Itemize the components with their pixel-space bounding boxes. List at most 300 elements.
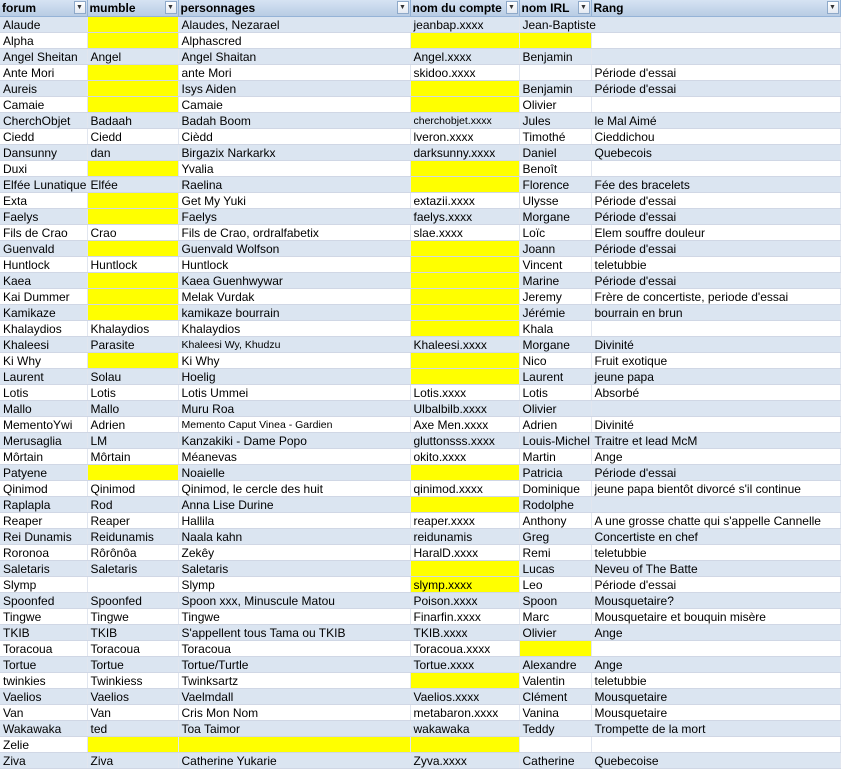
cell-personnages[interactable]: Slymp xyxy=(178,577,410,593)
filter-dropdown-icon[interactable]: ▼ xyxy=(165,1,177,14)
cell-nom-du-compte[interactable] xyxy=(410,161,519,177)
cell-rang[interactable]: Période d'essai xyxy=(591,577,840,593)
cell-nom-irl[interactable]: Dominique xyxy=(519,481,591,497)
cell-nom-irl[interactable]: Lucas xyxy=(519,561,591,577)
cell-nom-irl[interactable]: Morgane xyxy=(519,209,591,225)
cell-rang[interactable]: Fée des bracelets xyxy=(591,177,840,193)
cell-forum[interactable]: Angel Sheitan xyxy=(0,49,87,65)
cell-nom-du-compte[interactable] xyxy=(410,241,519,257)
cell-forum[interactable]: Kai Dummer xyxy=(0,289,87,305)
cell-personnages[interactable]: Memento Caput Vinea - Gardien xyxy=(178,417,410,433)
cell-rang[interactable]: Période d'essai xyxy=(591,273,840,289)
cell-forum[interactable]: Khalaydios xyxy=(0,321,87,337)
cell-nom-du-compte[interactable]: Vaelios.xxxx xyxy=(410,689,519,705)
cell-rang[interactable]: Absorbé xyxy=(591,385,840,401)
cell-nom-du-compte[interactable]: HaralD.xxxx xyxy=(410,545,519,561)
cell-forum[interactable]: Patyene xyxy=(0,465,87,481)
cell-forum[interactable]: Elfée Lunatique xyxy=(0,177,87,193)
cell-personnages[interactable]: Ki Why xyxy=(178,353,410,369)
cell-rang[interactable]: Divinité xyxy=(591,417,840,433)
cell-nom-irl[interactable]: Benoît xyxy=(519,161,591,177)
cell-mumble[interactable]: Parasite xyxy=(87,337,178,353)
cell-nom-irl[interactable]: Ulysse xyxy=(519,193,591,209)
cell-nom-du-compte[interactable]: Khaleesi.xxxx xyxy=(410,337,519,353)
cell-mumble[interactable] xyxy=(87,241,178,257)
cell-personnages[interactable]: Lotis Ummei xyxy=(178,385,410,401)
cell-forum[interactable]: Faelys xyxy=(0,209,87,225)
cell-rang[interactable]: teletubbie xyxy=(591,673,840,689)
cell-nom-du-compte[interactable]: darksunny.xxxx xyxy=(410,145,519,161)
cell-personnages[interactable]: Catherine Yukarie xyxy=(178,753,410,769)
cell-rang[interactable]: Mousquetaire xyxy=(591,705,840,721)
cell-nom-du-compte[interactable] xyxy=(410,177,519,193)
column-header-forum[interactable] xyxy=(0,0,87,17)
cell-personnages[interactable]: Toa Taimor xyxy=(178,721,410,737)
cell-mumble[interactable]: Reaper xyxy=(87,513,178,529)
cell-rang[interactable]: Traitre et lead McM xyxy=(591,433,840,449)
cell-forum[interactable]: Reaper xyxy=(0,513,87,529)
cell-mumble[interactable]: Lotis xyxy=(87,385,178,401)
cell-rang[interactable] xyxy=(591,49,840,65)
cell-personnages[interactable]: Muru Roa xyxy=(178,401,410,417)
cell-forum[interactable]: Tortue xyxy=(0,657,87,673)
cell-nom-irl[interactable]: Nico xyxy=(519,353,591,369)
cell-personnages[interactable]: Hoelig xyxy=(178,369,410,385)
cell-forum[interactable]: MementoYwi xyxy=(0,417,87,433)
cell-personnages[interactable]: Badah Boom xyxy=(178,113,410,129)
cell-nom-du-compte[interactable]: Poison.xxxx xyxy=(410,593,519,609)
cell-nom-du-compte[interactable]: extazii.xxxx xyxy=(410,193,519,209)
cell-mumble[interactable] xyxy=(87,353,178,369)
cell-nom-du-compte[interactable]: slae.xxxx xyxy=(410,225,519,241)
cell-personnages[interactable]: Khalaydios xyxy=(178,321,410,337)
cell-nom-irl[interactable]: Daniel xyxy=(519,145,591,161)
cell-nom-irl[interactable]: Khala xyxy=(519,321,591,337)
cell-personnages[interactable]: Qinimod, le cercle des huit xyxy=(178,481,410,497)
cell-mumble[interactable]: Tingwe xyxy=(87,609,178,625)
cell-nom-du-compte[interactable] xyxy=(410,353,519,369)
cell-mumble[interactable] xyxy=(87,65,178,81)
cell-nom-du-compte[interactable] xyxy=(410,369,519,385)
cell-nom-du-compte[interactable]: reidunamis xyxy=(410,529,519,545)
cell-rang[interactable] xyxy=(591,33,840,49)
table-row xyxy=(0,193,840,209)
cell-nom-du-compte[interactable] xyxy=(410,497,519,513)
cell-personnages[interactable]: Alphascred xyxy=(178,33,410,49)
cell-mumble[interactable]: dan xyxy=(87,145,178,161)
cell-nom-du-compte[interactable] xyxy=(410,273,519,289)
cell-forum[interactable]: Toracoua xyxy=(0,641,87,657)
cell-nom-irl[interactable]: Benjamin xyxy=(519,81,591,97)
cell-mumble[interactable]: Van xyxy=(87,705,178,721)
cell-nom-irl[interactable]: Rodolphe xyxy=(519,497,591,513)
cell-personnages[interactable]: Hallila xyxy=(178,513,410,529)
cell-nom-irl[interactable]: Laurent xyxy=(519,369,591,385)
cell-nom-irl[interactable]: Timothé xyxy=(519,129,591,145)
cell-forum[interactable]: Ziva xyxy=(0,753,87,769)
cell-nom-du-compte[interactable]: Lotis.xxxx xyxy=(410,385,519,401)
cell-personnages[interactable]: Angel Shaitan xyxy=(178,49,410,65)
cell-nom-irl[interactable]: Olivier xyxy=(519,97,591,113)
column-header-mumble[interactable] xyxy=(87,0,178,17)
cell-personnages[interactable]: Khaleesi Wy, Khudzu xyxy=(178,337,410,353)
cell-personnages[interactable] xyxy=(178,737,410,753)
cell-personnages[interactable]: Melak Vurdak xyxy=(178,289,410,305)
cell-nom-du-compte[interactable] xyxy=(410,561,519,577)
cell-nom-du-compte[interactable] xyxy=(410,465,519,481)
cell-rang[interactable]: Frère de concertiste, periode d'essai xyxy=(591,289,840,305)
cell-mumble[interactable]: Twinkiess xyxy=(87,673,178,689)
cell-mumble[interactable]: Toracoua xyxy=(87,641,178,657)
cell-forum[interactable]: Saletaris xyxy=(0,561,87,577)
cell-mumble[interactable]: Elfée xyxy=(87,177,178,193)
cell-mumble[interactable]: Solau xyxy=(87,369,178,385)
cell-nom-irl[interactable]: Patricia xyxy=(519,465,591,481)
cell-nom-du-compte[interactable] xyxy=(410,321,519,337)
filter-dropdown-icon[interactable]: ▼ xyxy=(397,1,409,14)
cell-nom-du-compte[interactable] xyxy=(410,737,519,753)
cell-rang[interactable]: Divinité xyxy=(591,337,840,353)
cell-nom-du-compte[interactable]: faelys.xxxx xyxy=(410,209,519,225)
cell-nom-irl[interactable]: Catherine xyxy=(519,753,591,769)
cell-rang[interactable]: Trompette de la mort xyxy=(591,721,840,737)
cell-forum[interactable]: Aureis xyxy=(0,81,87,97)
cell-forum[interactable]: Khaleesi xyxy=(0,337,87,353)
cell-rang[interactable]: Fruit exotique xyxy=(591,353,840,369)
cell-rang[interactable]: bourrain en brun xyxy=(591,305,840,321)
cell-forum[interactable]: Lotis xyxy=(0,385,87,401)
cell-nom-du-compte[interactable]: okito.xxxx xyxy=(410,449,519,465)
cell-rang[interactable]: A une grosse chatte qui s'appelle Cannelle xyxy=(591,513,840,529)
cell-nom-du-compte[interactable] xyxy=(410,257,519,273)
cell-nom-irl[interactable]: Marine xyxy=(519,273,591,289)
cell-nom-irl[interactable]: Remi xyxy=(519,545,591,561)
cell-nom-du-compte[interactable]: slymp.xxxx xyxy=(410,577,519,593)
cell-forum[interactable]: Dansunny xyxy=(0,145,87,161)
cell-mumble[interactable] xyxy=(87,209,178,225)
cell-rang[interactable] xyxy=(591,321,840,337)
cell-mumble[interactable]: Tortue xyxy=(87,657,178,673)
cell-mumble[interactable]: Badaah xyxy=(87,113,178,129)
cell-forum[interactable]: Môrtain xyxy=(0,449,87,465)
cell-forum[interactable]: Alaude xyxy=(0,17,87,33)
cell-nom-du-compte[interactable]: lveron.xxxx xyxy=(410,129,519,145)
cell-nom-irl[interactable]: Loïc xyxy=(519,225,591,241)
cell-nom-du-compte[interactable] xyxy=(410,97,519,113)
cell-rang[interactable]: Quebecoise xyxy=(591,753,840,769)
cell-nom-irl[interactable]: Olivier xyxy=(519,401,591,417)
cell-mumble[interactable]: Khalaydios xyxy=(87,321,178,337)
cell-forum[interactable]: TKIB xyxy=(0,625,87,641)
cell-nom-irl[interactable]: Spoon xyxy=(519,593,591,609)
cell-personnages[interactable]: Camaie xyxy=(178,97,410,113)
cell-rang[interactable]: le Mal Aimé xyxy=(591,113,840,129)
cell-personnages[interactable]: Yvalia xyxy=(178,161,410,177)
filter-dropdown-icon[interactable]: ▼ xyxy=(74,1,86,14)
cell-forum[interactable]: Fils de Crao xyxy=(0,225,87,241)
cell-forum[interactable]: Slymp xyxy=(0,577,87,593)
cell-forum[interactable]: Raplapla xyxy=(0,497,87,513)
column-header-personnages[interactable] xyxy=(178,0,410,17)
cell-mumble[interactable]: Angel xyxy=(87,49,178,65)
cell-mumble[interactable]: Ciedd xyxy=(87,129,178,145)
filter-dropdown-icon[interactable]: ▼ xyxy=(827,1,839,14)
cell-rang[interactable]: Mousquetaire? xyxy=(591,593,840,609)
cell-rang[interactable]: Période d'essai xyxy=(591,209,840,225)
cell-personnages[interactable]: Tingwe xyxy=(178,609,410,625)
cell-mumble[interactable]: Reidunamis xyxy=(87,529,178,545)
cell-forum[interactable]: Guenvald xyxy=(0,241,87,257)
cell-mumble[interactable]: Huntlock xyxy=(87,257,178,273)
cell-nom-irl[interactable] xyxy=(519,65,591,81)
cell-personnages[interactable]: Raelina xyxy=(178,177,410,193)
cell-mumble[interactable]: Saletaris xyxy=(87,561,178,577)
cell-nom-irl[interactable]: Jean-Baptiste xyxy=(519,17,591,33)
column-header-nom-irl[interactable] xyxy=(519,0,591,17)
cell-forum[interactable]: Huntlock xyxy=(0,257,87,273)
cell-nom-du-compte[interactable]: reaper.xxxx xyxy=(410,513,519,529)
cell-personnages[interactable]: Spoon xxx, Minuscule Matou xyxy=(178,593,410,609)
cell-nom-du-compte[interactable]: Ulbalbilb.xxxx xyxy=(410,401,519,417)
cell-rang[interactable]: jeune papa bientôt divorcé s'il continue xyxy=(591,481,840,497)
cell-nom-du-compte[interactable] xyxy=(410,673,519,689)
cell-nom-du-compte[interactable]: cherchobjet.xxxx xyxy=(410,113,519,129)
cell-nom-du-compte[interactable]: Zyva.xxxx xyxy=(410,753,519,769)
cell-nom-irl[interactable]: Martin xyxy=(519,449,591,465)
cell-nom-irl[interactable]: Valentin xyxy=(519,673,591,689)
cell-forum[interactable]: Rei Dunamis xyxy=(0,529,87,545)
cell-personnages[interactable]: Saletaris xyxy=(178,561,410,577)
cell-forum[interactable]: Ki Why xyxy=(0,353,87,369)
cell-nom-du-compte[interactable]: wakawaka xyxy=(410,721,519,737)
cell-mumble[interactable]: Crao xyxy=(87,225,178,241)
column-header-rang[interactable] xyxy=(591,0,840,17)
cell-rang[interactable]: Ange xyxy=(591,449,840,465)
cell-mumble[interactable] xyxy=(87,273,178,289)
cell-nom-irl[interactable]: Lotis xyxy=(519,385,591,401)
cell-nom-du-compte[interactable]: gluttonsss.xxxx xyxy=(410,433,519,449)
table-row xyxy=(0,273,840,289)
cell-rang[interactable]: Mousquetaire xyxy=(591,689,840,705)
cell-mumble[interactable]: LM xyxy=(87,433,178,449)
cell-nom-irl[interactable]: Jules xyxy=(519,113,591,129)
cell-forum[interactable]: Merusaglia xyxy=(0,433,87,449)
cell-rang[interactable]: Mousquetaire et bouquin misère xyxy=(591,609,840,625)
cell-rang[interactable] xyxy=(591,641,840,657)
cell-mumble[interactable] xyxy=(87,17,178,33)
cell-rang[interactable]: teletubbie xyxy=(591,545,840,561)
cell-nom-irl[interactable]: Greg xyxy=(519,529,591,545)
cell-personnages[interactable]: Noaielle xyxy=(178,465,410,481)
cell-forum[interactable]: Spoonfed xyxy=(0,593,87,609)
cell-nom-du-compte[interactable]: Toracoua.xxxx xyxy=(410,641,519,657)
cell-nom-du-compte[interactable]: Finarfin.xxxx xyxy=(410,609,519,625)
cell-personnages[interactable]: Twinksartz xyxy=(178,673,410,689)
cell-forum[interactable]: Roronoa xyxy=(0,545,87,561)
cell-forum[interactable]: Ciedd xyxy=(0,129,87,145)
cell-rang[interactable]: Période d'essai xyxy=(591,241,840,257)
cell-nom-du-compte[interactable]: skidoo.xxxx xyxy=(410,65,519,81)
table-row xyxy=(0,737,840,753)
cell-personnages[interactable]: Cièdd xyxy=(178,129,410,145)
cell-personnages[interactable]: Cris Mon Nom xyxy=(178,705,410,721)
cell-rang[interactable]: Période d'essai xyxy=(591,193,840,209)
cell-nom-du-compte[interactable]: metabaron.xxxx xyxy=(410,705,519,721)
cell-mumble[interactable] xyxy=(87,305,178,321)
cell-rang[interactable] xyxy=(591,737,840,753)
filter-dropdown-icon[interactable]: ▼ xyxy=(578,1,590,14)
cell-rang[interactable] xyxy=(591,17,840,33)
cell-personnages[interactable]: Guenvald Wolfson xyxy=(178,241,410,257)
cell-personnages[interactable]: Fils de Crao, ordralfabetix xyxy=(178,225,410,241)
cell-rang[interactable] xyxy=(591,401,840,417)
cell-personnages[interactable]: Zekêy xyxy=(178,545,410,561)
cell-forum[interactable]: Duxi xyxy=(0,161,87,177)
cell-nom-du-compte[interactable]: jeanbap.xxxx xyxy=(410,17,519,33)
cell-nom-du-compte[interactable] xyxy=(410,33,519,49)
cell-mumble[interactable]: Spoonfed xyxy=(87,593,178,609)
cell-nom-du-compte[interactable]: TKIB.xxxx xyxy=(410,625,519,641)
cell-nom-irl[interactable]: Joann xyxy=(519,241,591,257)
cell-mumble[interactable]: Mallo xyxy=(87,401,178,417)
cell-forum[interactable]: Qinimod xyxy=(0,481,87,497)
cell-personnages[interactable]: Isys Aiden xyxy=(178,81,410,97)
cell-nom-irl[interactable]: Clément xyxy=(519,689,591,705)
cell-mumble[interactable] xyxy=(87,193,178,209)
cell-nom-irl[interactable]: Alexandre xyxy=(519,657,591,673)
column-header-nom-du-compte[interactable] xyxy=(410,0,519,17)
cell-forum[interactable]: Camaie xyxy=(0,97,87,113)
cell-nom-du-compte[interactable]: Tortue.xxxx xyxy=(410,657,519,673)
cell-personnages[interactable]: Tortue/Turtle xyxy=(178,657,410,673)
cell-forum[interactable]: Kaea xyxy=(0,273,87,289)
cell-rang[interactable]: Concertiste en chef xyxy=(591,529,840,545)
cell-nom-irl[interactable] xyxy=(519,737,591,753)
cell-nom-irl[interactable]: Marc xyxy=(519,609,591,625)
cell-personnages[interactable]: Alaudes, Nezarael xyxy=(178,17,410,33)
cell-mumble[interactable]: Qinimod xyxy=(87,481,178,497)
cell-personnages[interactable]: Vaelmdall xyxy=(178,689,410,705)
cell-personnages[interactable]: Birgazix Narkarkx xyxy=(178,145,410,161)
cell-forum[interactable]: twinkies xyxy=(0,673,87,689)
cell-nom-du-compte[interactable] xyxy=(410,289,519,305)
cell-mumble[interactable]: Rôrônôa xyxy=(87,545,178,561)
cell-forum[interactable]: Mallo xyxy=(0,401,87,417)
cell-rang[interactable]: Cieddichou xyxy=(591,129,840,145)
cell-nom-irl[interactable]: Leo xyxy=(519,577,591,593)
cell-nom-irl[interactable]: Florence xyxy=(519,177,591,193)
table-row xyxy=(0,161,840,177)
filter-dropdown-icon[interactable]: ▼ xyxy=(506,1,518,14)
cell-nom-irl[interactable]: Jérémie xyxy=(519,305,591,321)
cell-mumble[interactable]: Ziva xyxy=(87,753,178,769)
cell-rang[interactable]: Ange xyxy=(591,625,840,641)
cell-mumble[interactable] xyxy=(87,465,178,481)
cell-nom-irl[interactable] xyxy=(519,33,591,49)
cell-rang[interactable]: Période d'essai xyxy=(591,465,840,481)
cell-personnages[interactable]: Faelys xyxy=(178,209,410,225)
cell-nom-irl[interactable]: Anthony xyxy=(519,513,591,529)
cell-personnages[interactable]: Anna Lise Durine xyxy=(178,497,410,513)
cell-mumble[interactable] xyxy=(87,97,178,113)
cell-mumble[interactable] xyxy=(87,737,178,753)
cell-nom-du-compte[interactable] xyxy=(410,81,519,97)
cell-nom-irl[interactable]: Louis-Michel xyxy=(519,433,591,449)
cell-personnages[interactable]: Get My Yuki xyxy=(178,193,410,209)
cell-personnages[interactable]: Toracoua xyxy=(178,641,410,657)
cell-nom-irl[interactable]: Teddy xyxy=(519,721,591,737)
table-row xyxy=(0,337,840,353)
cell-rang[interactable]: Ange xyxy=(591,657,840,673)
cell-rang[interactable] xyxy=(591,161,840,177)
cell-personnages[interactable]: ante Mori xyxy=(178,65,410,81)
cell-personnages[interactable]: Méanevas xyxy=(178,449,410,465)
cell-nom-irl[interactable]: Adrien xyxy=(519,417,591,433)
cell-nom-irl[interactable]: Jeremy xyxy=(519,289,591,305)
cell-nom-du-compte[interactable] xyxy=(410,305,519,321)
cell-mumble[interactable]: Rod xyxy=(87,497,178,513)
cell-rang[interactable]: Neveu of The Batte xyxy=(591,561,840,577)
cell-rang[interactable] xyxy=(591,97,840,113)
cell-forum[interactable]: Ante Mori xyxy=(0,65,87,81)
cell-nom-irl[interactable]: Benjamin xyxy=(519,49,591,65)
cell-nom-du-compte[interactable]: qinimod.xxxx xyxy=(410,481,519,497)
cell-personnages[interactable]: Naala kahn xyxy=(178,529,410,545)
table-row xyxy=(0,65,840,81)
cell-forum[interactable]: Vaelios xyxy=(0,689,87,705)
cell-rang[interactable]: Elem souffre douleur xyxy=(591,225,840,241)
cell-forum[interactable]: CherchObjet xyxy=(0,113,87,129)
cell-rang[interactable]: Période d'essai xyxy=(591,81,840,97)
cell-rang[interactable] xyxy=(591,497,840,513)
cell-nom-irl[interactable]: Morgane xyxy=(519,337,591,353)
cell-rang[interactable]: Période d'essai xyxy=(591,65,840,81)
cell-personnages[interactable]: Kaea Guenhwywar xyxy=(178,273,410,289)
cell-forum[interactable]: Laurent xyxy=(0,369,87,385)
cell-mumble[interactable]: Môrtain xyxy=(87,449,178,465)
cell-forum[interactable]: Wakawaka xyxy=(0,721,87,737)
cell-rang[interactable]: teletubbie xyxy=(591,257,840,273)
cell-mumble[interactable] xyxy=(87,289,178,305)
cell-nom-irl[interactable]: Vincent xyxy=(519,257,591,273)
cell-forum[interactable]: Exta xyxy=(0,193,87,209)
cell-mumble[interactable] xyxy=(87,161,178,177)
cell-rang[interactable]: jeune papa xyxy=(591,369,840,385)
cell-nom-irl[interactable]: Vanina xyxy=(519,705,591,721)
cell-forum[interactable]: Tingwe xyxy=(0,609,87,625)
cell-forum[interactable]: Van xyxy=(0,705,87,721)
cell-personnages[interactable]: S'appellent tous Tama ou TKIB xyxy=(178,625,410,641)
cell-mumble[interactable]: Vaelios xyxy=(87,689,178,705)
cell-forum[interactable]: Zelie xyxy=(0,737,87,753)
cell-forum[interactable]: Kamikaze xyxy=(0,305,87,321)
cell-rang[interactable]: Quebecois xyxy=(591,145,840,161)
cell-nom-irl[interactable] xyxy=(519,641,591,657)
cell-nom-du-compte[interactable]: Angel.xxxx xyxy=(410,49,519,65)
cell-mumble[interactable]: TKIB xyxy=(87,625,178,641)
cell-personnages[interactable]: Huntlock xyxy=(178,257,410,273)
cell-personnages[interactable]: Kanzakiki - Dame Popo xyxy=(178,433,410,449)
cell-mumble[interactable] xyxy=(87,81,178,97)
cell-forum[interactable]: Alpha xyxy=(0,33,87,49)
cell-nom-irl[interactable]: Olivier xyxy=(519,625,591,641)
cell-mumble[interactable]: Adrien xyxy=(87,417,178,433)
cell-personnages[interactable]: kamikaze bourrain xyxy=(178,305,410,321)
cell-nom-du-compte[interactable]: Axe Men.xxxx xyxy=(410,417,519,433)
cell-mumble[interactable] xyxy=(87,33,178,49)
cell-mumble[interactable]: ted xyxy=(87,721,178,737)
cell-mumble[interactable] xyxy=(87,577,178,593)
